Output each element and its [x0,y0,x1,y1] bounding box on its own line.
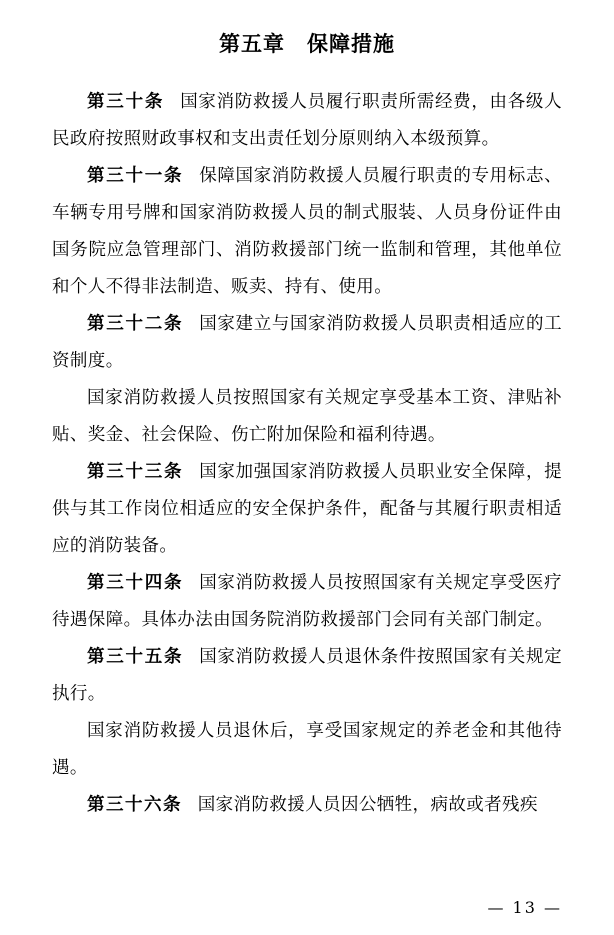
paragraph [52,713,562,787]
article-text: 国家建立与国家消防救援人员职责相适应的工资制度。 [52,314,562,371]
paragraph [52,454,562,565]
article-text: 国家消防救援人员因公牺牲，病故或者残疾 [197,795,538,815]
paragraph [52,158,562,306]
chapter-title: 第五章 保障措施 [219,31,395,56]
article-number: 第三十二条 [87,314,184,334]
document-page [0,28,614,935]
page-number: — 13 — [487,898,562,917]
paragraph [52,84,562,158]
paragraph [52,306,562,380]
article-number: 第三十一条 [87,166,184,186]
article-text: 国家消防救援人员履行职责所需经费，由各级人民政府按照财政事权和支出责任划分原则纳入本级预算。 [52,92,563,149]
article-number: 第三十三条 [87,462,184,482]
paragraph [52,380,562,454]
article-text: 国家消防救援人员退休条件按照国家有关规定执行。 [52,647,562,704]
article-text: 国家消防救援人员按照国家有关规定享受基本工资、津贴补贴、奖金、社会保险、伤亡附加保险和福利待遇。 [52,388,562,445]
article-text: 国家加强国家消防救援人员职业安全保障，提供与其工作岗位相适应的安全保护条件，配备与其履行职责相适应的消防装备。 [52,462,562,556]
article-number: 第三十条 [87,92,165,112]
article-text: 保障国家消防救援人员履行职责的专用标志、车辆专用号牌和国家消防救援人员的制式服装、人员身份证件由国务院应急管理部门、消防救援部门统一监制和管理，其他单位和个人不得非法制造、贩卖、持有、使用。 [52,166,562,297]
article-text: 国家消防救援人员按照国家有关规定享受医疗待遇保障。具体办法由国务院消防救援部门会同有关部门制定。 [52,573,562,630]
article-number: 第三十六条 [87,795,182,815]
paragraph [52,565,562,639]
paragraph [52,787,562,824]
paragraph [52,639,562,713]
article-number: 第三十五条 [87,647,184,667]
article-number: 第三十四条 [87,573,184,593]
article-text: 国家消防救援人员退休后，享受国家规定的养老金和其他待遇。 [52,721,562,778]
